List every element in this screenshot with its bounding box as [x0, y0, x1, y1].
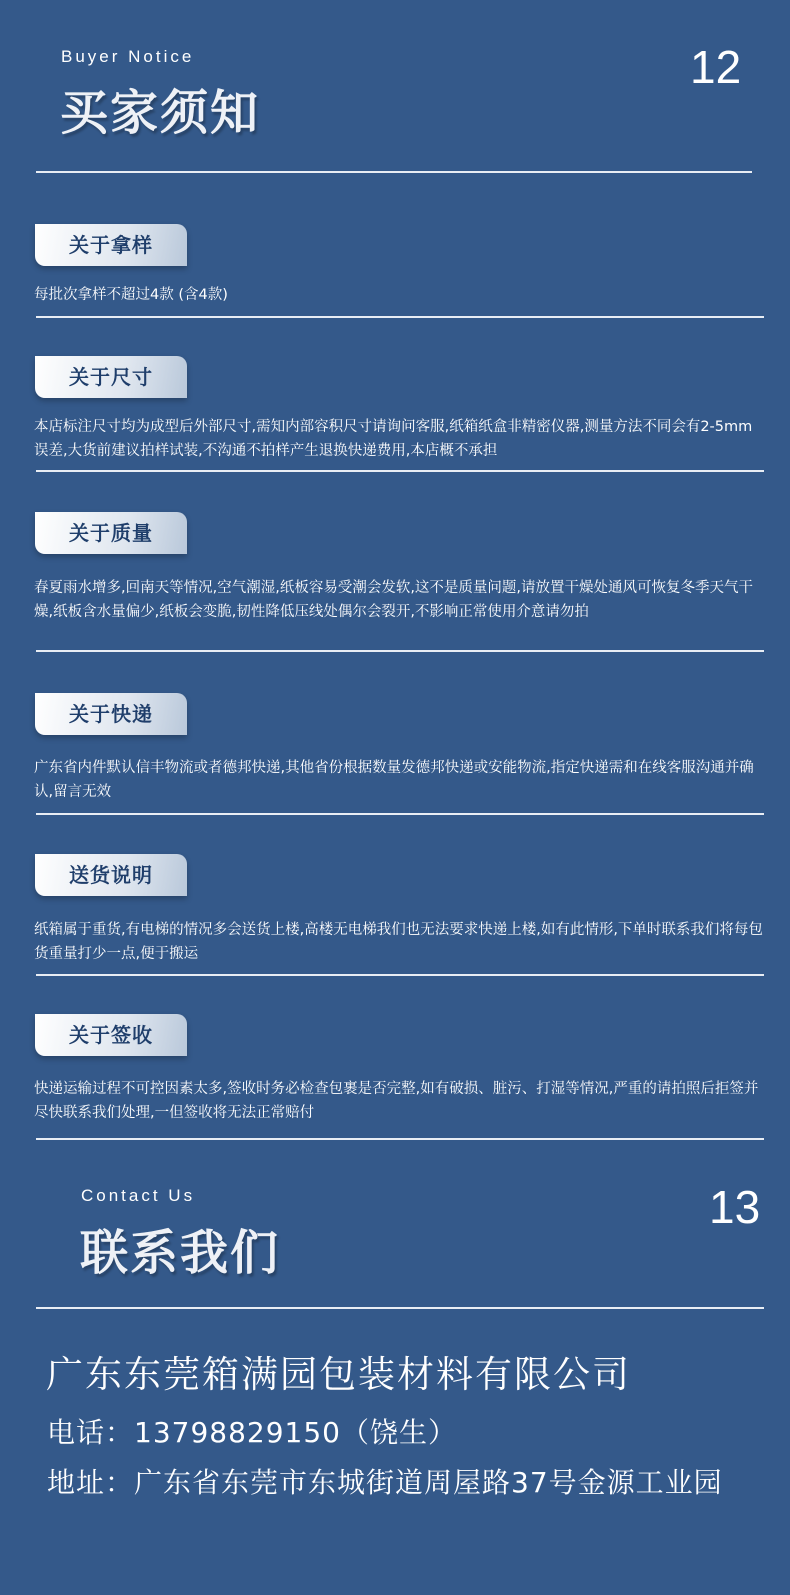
section-divider — [36, 316, 764, 318]
text-receipt: 快递运输过程不可控因素太多,签收时务必检查包裹是否完整,如有破损、脏污、打湿等情况,严重的请拍照后拒签并尽快联系我们处理,一但签收将无法正常赔付 — [34, 1081, 759, 1121]
section-divider — [36, 650, 764, 652]
tag-sample: 关于拿样 — [35, 224, 187, 266]
header-divider — [36, 171, 752, 173]
text-quality: 春夏雨水增多,回南天等情况,空气潮湿,纸板容易受潮会发软,这不是质量问题,请放置干燥处通风可恢复冬季天气干燥,纸板含水量偏少,纸板会变脆,韧性降低压线处偶尔会裂开,不影响正常使用介意请勿拍 — [34, 580, 754, 620]
contact-en-heading: Contact Us — [81, 1186, 196, 1205]
text-size: 本店标注尺寸均为成型后外部尺寸,需知内部容积尺寸请询问客服,纸箱纸盒非精密仪器,测量方法不同会有2-5mm误差,大货前建议拍样试装,不沟通不拍样产生退换快递费用,本店概不承担 — [34, 419, 753, 459]
tag-receipt: 关于签收 — [35, 1014, 187, 1056]
tag-size: 关于尺寸 — [35, 356, 187, 398]
section-divider — [36, 1138, 764, 1140]
contact-number: 13 — [709, 1181, 761, 1233]
contact-divider — [36, 1307, 764, 1309]
tag-delivery: 关于快递 — [35, 693, 187, 735]
section-divider — [36, 813, 764, 815]
tag-quality: 关于质量 — [35, 512, 187, 554]
address-line: 地址：广东省东莞市东城街道周屋路37号金源工业园 — [47, 1466, 723, 1499]
notice-number: 12 — [690, 41, 742, 93]
company-name: 广东东莞箱满园包装材料有限公司 — [46, 1353, 631, 1396]
contact-cn-heading: 联系我们 — [80, 1225, 281, 1281]
text-delivery: 广东省内件默认信丰物流或者德邦快递,其他省份根据数量发德邦快递或安能物流,指定快递需和在线客服沟通并确认,留言无效 — [34, 760, 754, 800]
notice-en-heading: Buyer Notice — [61, 47, 195, 66]
tag-shipping: 送货说明 — [35, 854, 187, 896]
text-shipping: 纸箱属于重货,有电梯的情况多会送货上楼,高楼无电梯我们也无法要求快递上楼,如有此情形,下单时联系我们将每包货重量打少一点,便于搬运 — [34, 922, 763, 962]
text-sample: 每批次拿样不超过4款 (含4款) — [34, 287, 228, 303]
section-divider — [36, 974, 764, 976]
section-divider — [36, 470, 764, 472]
phone-line: 电话：13798829150（饶生） — [47, 1416, 457, 1449]
notice-cn-heading: 买家须知 — [60, 85, 261, 141]
